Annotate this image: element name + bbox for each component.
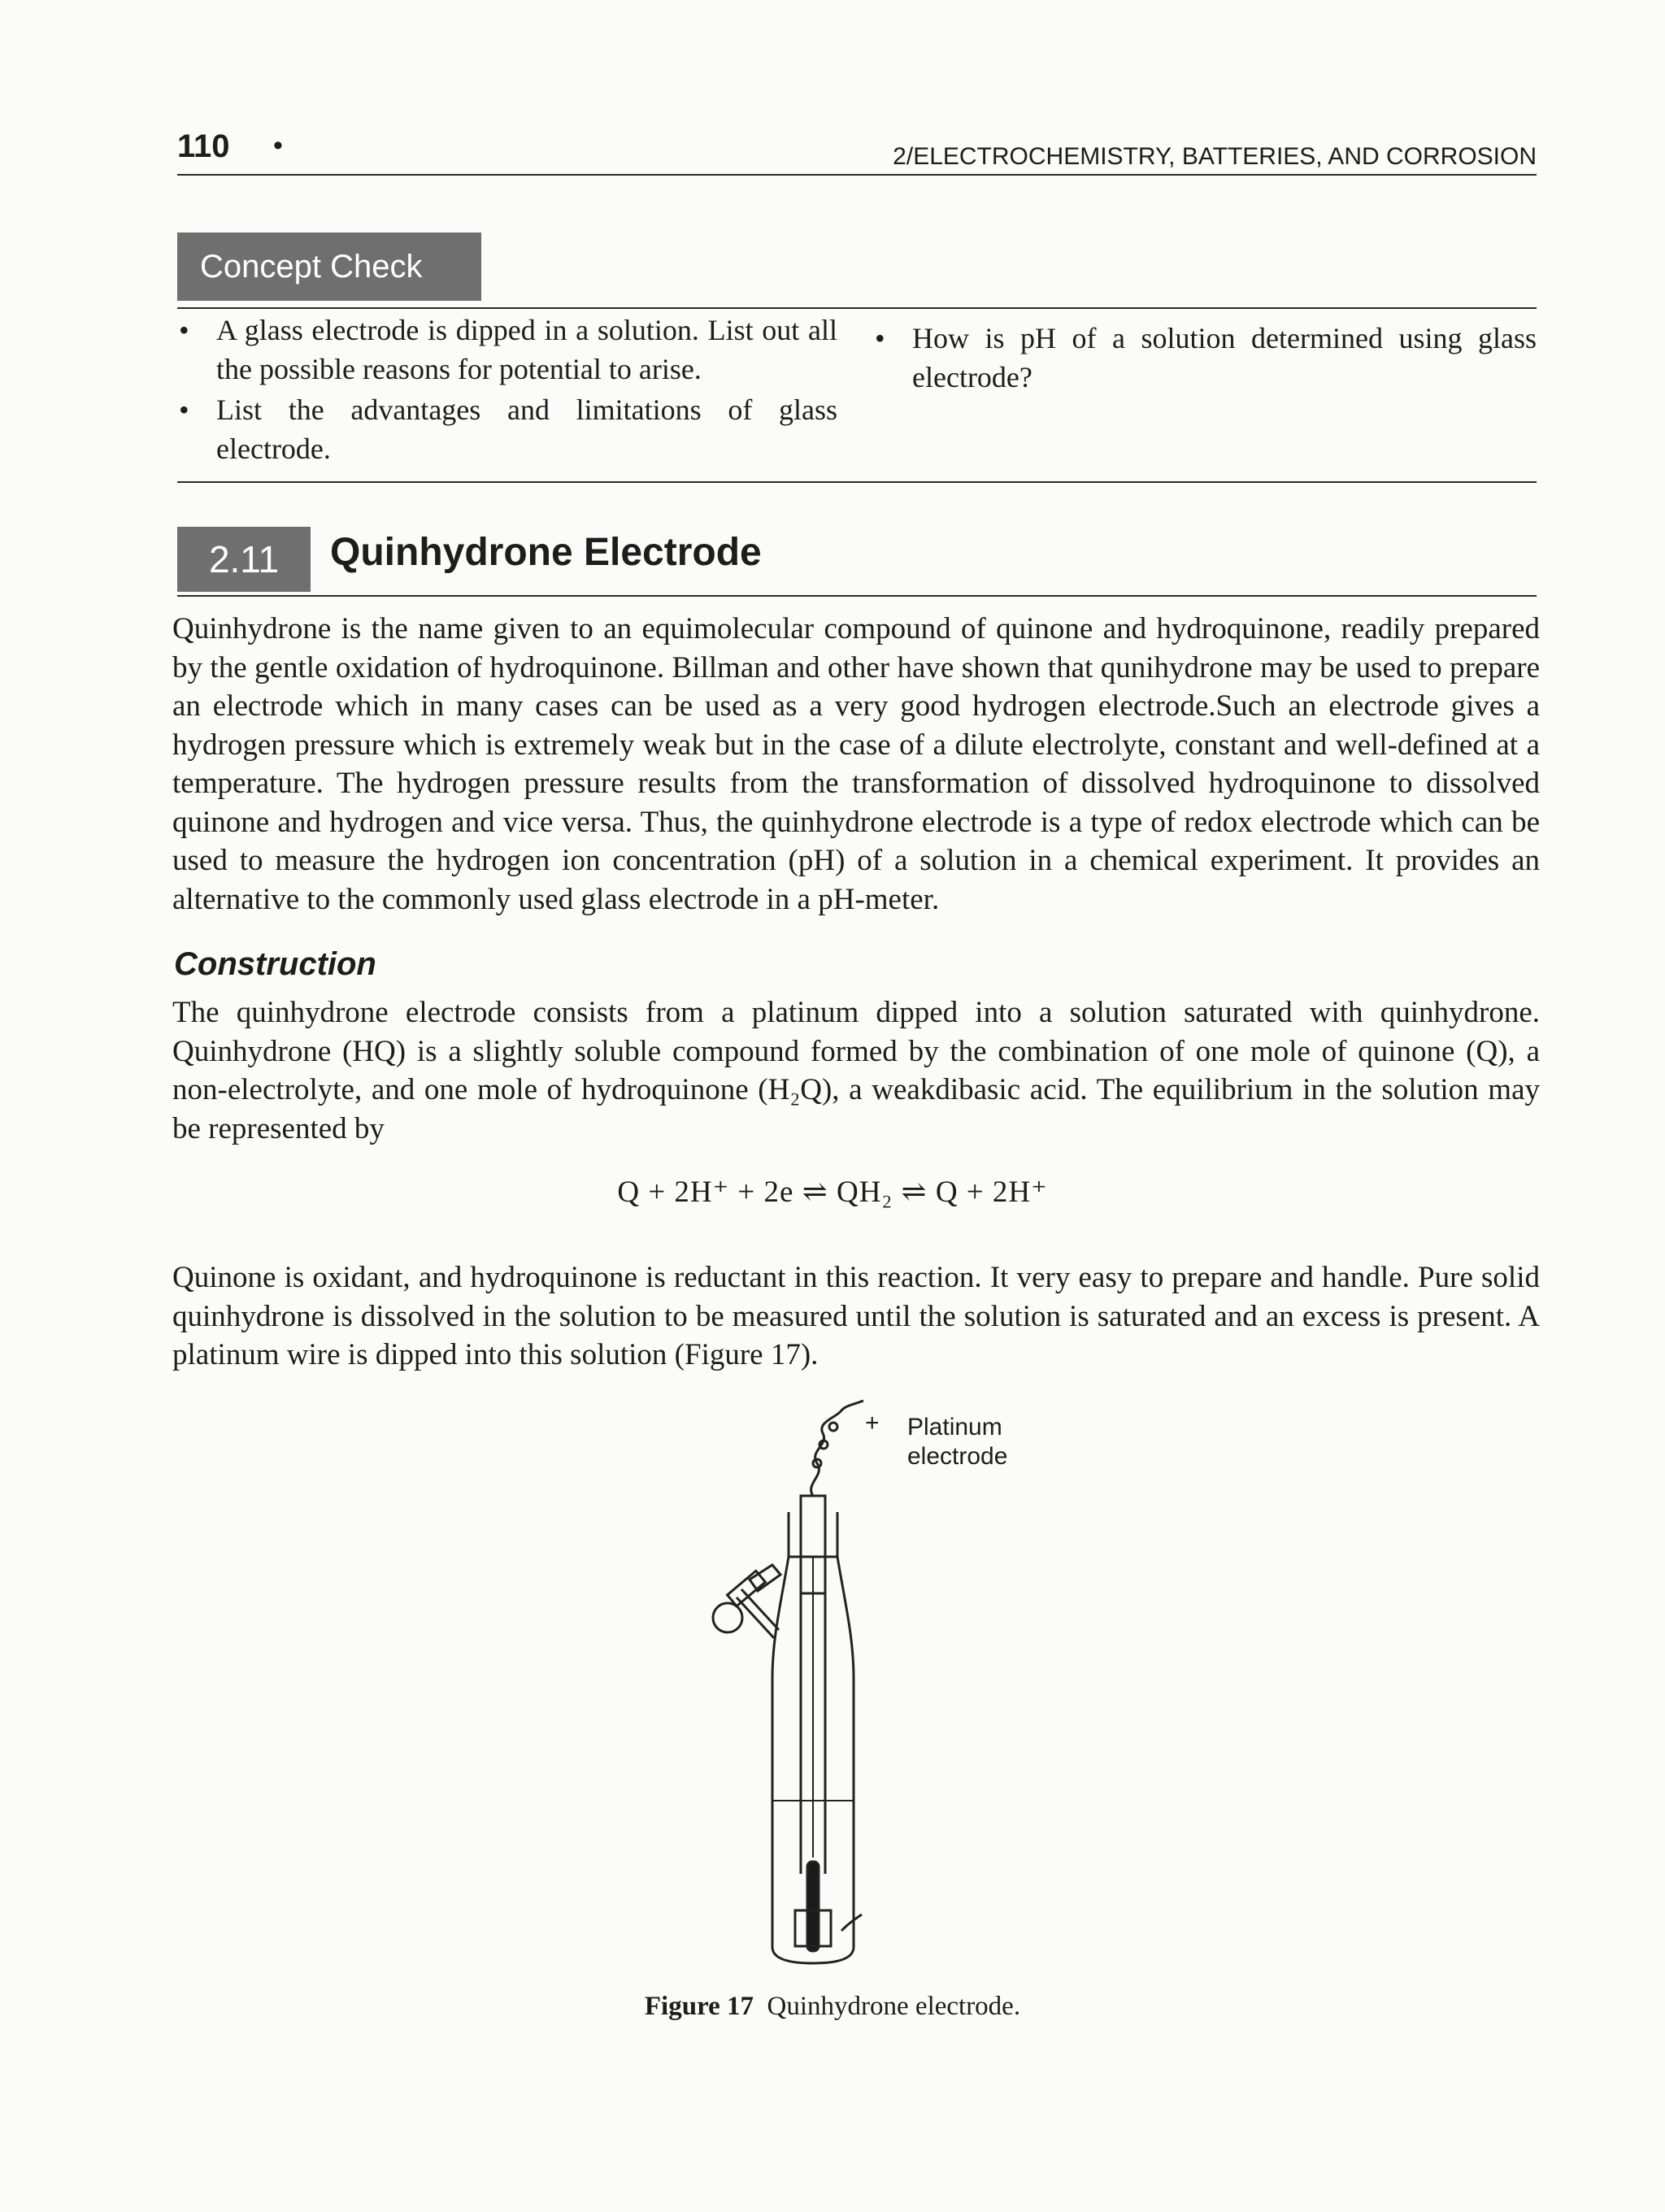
- concept-check-item-text: A glass electrode is dipped in a solution. List out all the possible reasons for potential to arise.: [216, 314, 837, 385]
- header-bullet: •: [273, 130, 283, 161]
- bullet-icon: •: [179, 393, 189, 426]
- section-rule: [177, 595, 1537, 597]
- side-lead: [841, 1914, 862, 1931]
- vessel-neck: [789, 1512, 837, 1557]
- quinhydrone-electrode-diagram: [650, 1394, 1057, 1980]
- figure-caption: [0, 1992, 1665, 2022]
- concept-check-item: [177, 311, 837, 389]
- concept-check-item: [873, 319, 1537, 397]
- bullet-icon: •: [179, 314, 189, 346]
- figure-caption-number: Figure 17: [644, 1992, 754, 2021]
- stopcock-handle: [750, 1565, 780, 1591]
- subheading-construction: Construction: [174, 946, 376, 982]
- page-number: 110: [177, 128, 230, 164]
- stopcock-bulb: [713, 1603, 742, 1632]
- concept-check-left-column: [177, 311, 837, 470]
- wire-coil: [829, 1423, 837, 1431]
- equilibrium-equation: Q + 2H⁺ + 2e ⇌ QH₂ ⇌ Q + 2H⁺: [617, 1176, 1048, 1209]
- lead-wire: [811, 1401, 863, 1496]
- chapter-title: 2/ELECTROCHEMISTRY, BATTERIES, AND CORROSION: [893, 143, 1537, 170]
- plus-sign: +: [865, 1410, 880, 1436]
- body-paragraph: Quinone is oxidant, and hydroquinone is reductant in this reaction. It very easy to prepare and handle. Pure solid quinhydrone is dissolved in the solution to be measured until the solution is saturated and an excess is present. A platinum wire is dipped into this solution (Figure 17).: [172, 1261, 1540, 1371]
- concept-check-top-rule: [177, 307, 1537, 309]
- body-paragraph: The quinhydrone electrode consists from a platinum dipped into a solution saturated with quinhydrone. Quinhydrone (HQ) is a slightly soluble compound formed by the combination of one mole of quinone (Q), a non-electrolyte, and one mole of hydroquinone (H₂Q), a weakdibasic acid. The equilibrium in the solution may be represented by: [172, 996, 1540, 1145]
- figure-label: electrode: [907, 1443, 1008, 1470]
- running-header: [177, 128, 1537, 176]
- concept-check-item-text: List the advantages and limitations of glass electrode.: [216, 393, 837, 465]
- bullet-icon: •: [875, 322, 885, 354]
- figure-label: Platinum: [907, 1414, 1002, 1441]
- concept-check-item-text: How is pH of a solution determined using glass electrode?: [912, 322, 1537, 393]
- section-number: 2.11: [177, 527, 311, 592]
- concept-check-right-column: [873, 319, 1537, 398]
- concept-check-title: Concept Check: [177, 232, 481, 301]
- figure-caption-text: Quinhydrone electrode.: [767, 1992, 1021, 2021]
- section-title: Quinhydrone Electrode: [330, 531, 762, 574]
- body-paragraph: Quinhydrone is the name given to an equimolecular compound of quinone and hydroquinone, readily prepared by the gentle oxidation of hydroquinone. Billman and other have shown that qunihydrone may be used to prepare an electrode which in many cases can be used as a very good hydrogen electrode.Such an electrode gives a hydrogen pressure which is extremely weak but in the case of a dilute electrolyte, constant and well-defined at a temperature. The hydrogen pressure results from the transformation of dissolved hydroquinone to dissolved quinone and hydrogen and vice versa. Thus, the quinhydrone electrode is a type of redox electrode which can be used to measure the hydrogen ion concentration (pH) of a solution in a chemical experiment. It provides an alternative to the commonly used glass electrode in a pH-meter.: [172, 612, 1540, 916]
- platinum-electrode: [807, 1862, 819, 1951]
- concept-check-bottom-rule: [177, 481, 1537, 483]
- concept-check-item: [177, 390, 837, 468]
- wire-coil: [819, 1441, 828, 1449]
